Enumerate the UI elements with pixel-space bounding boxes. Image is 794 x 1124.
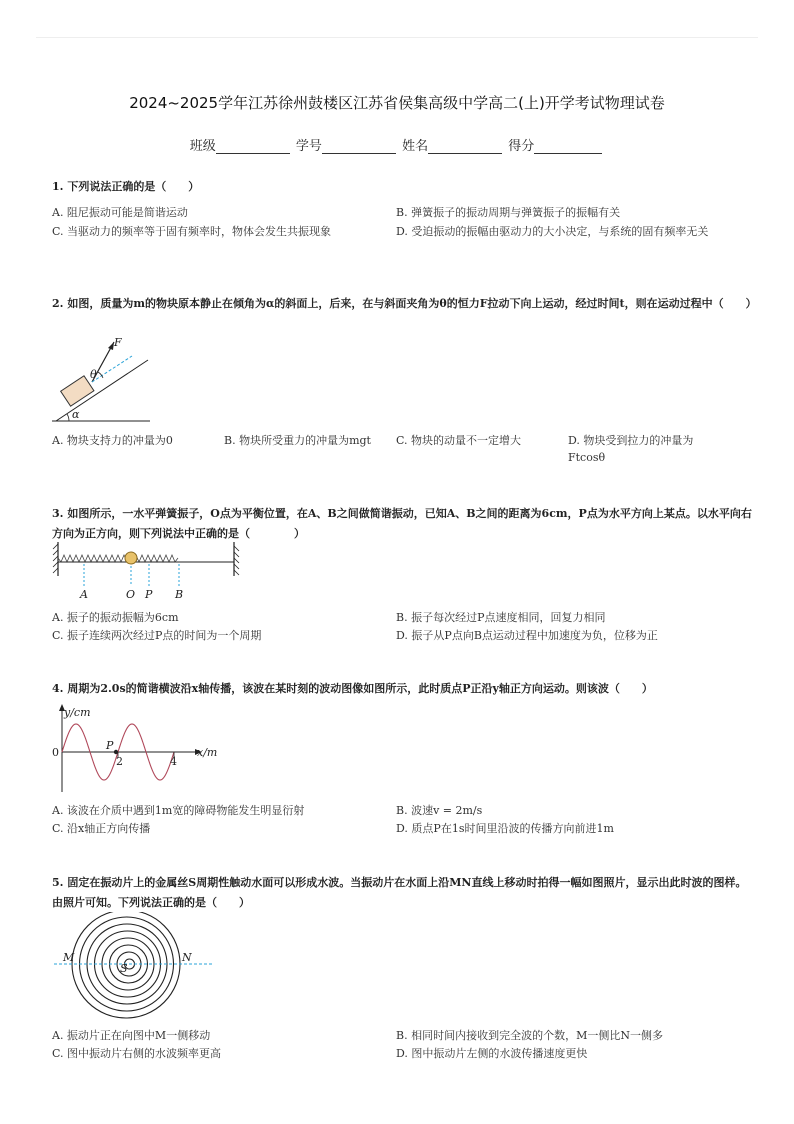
question-3-option-c[interactable]: C. 振子连续两次经过P点的时间为一个周期 [52,629,262,642]
label-y-axis: y/cm [64,706,91,719]
question-4-figure [50,702,230,798]
label-O: O [126,588,136,601]
label-S: S [120,962,128,975]
page-title: 2024~2025学年江苏徐州鼓楼区江苏省侯集高级中学高二(上)开学考试物理试卷 [129,94,665,112]
question-3-option-d[interactable]: D. 振子从P点向B点运动过程中加速度为负，位移为正 [396,629,658,642]
question-2-option-b[interactable]: B. 物块所受重力的冲量为mgt [224,434,371,447]
question-4-stem: 4. 周期为2.0s的简谐横波沿x轴传播，该波在某时刻的波动图像如图所示，此时质点P正沿y轴正方向运动。则该波（ ） [52,682,653,695]
label-P: P [145,588,153,601]
incline-direction-dashed [92,356,132,382]
id-blank[interactable] [322,141,396,154]
label-theta: θ [90,368,97,381]
spring [58,555,178,562]
question-2-figure [52,334,156,430]
question-3-stem: 3. 如图所示，一水平弹簧振子，O点为平衡位置，在A、B之间做简谐振动，已知A、B之间的距离为6cm，P点为水平方向上某点。以水平向右方向为正方向，则下列说法中正确的是（ ） [52,507,752,540]
name-label: 姓名 [402,139,429,154]
question-3-option-a[interactable]: A. 振子的振动振幅为6cm [52,611,179,624]
question-1-option-b[interactable]: B. 弹簧振子的振动周期与弹簧振子的振幅有关 [396,206,621,219]
question-3-option-b[interactable]: B. 振子每次经过P点速度相同，回复力相同 [396,611,606,624]
question-1-option-d[interactable]: D. 受迫振动的振幅由驱动力的大小决定，与系统的固有频率无关 [396,225,709,238]
question-3-figure [52,540,242,606]
question-5-option-b[interactable]: B. 相同时间内接收到完全波的个数，M一侧比N一侧多 [396,1029,663,1042]
label-B: B [175,588,184,601]
question-4-option-c[interactable]: C. 沿x轴正方向传播 [52,822,151,835]
label-M: M [63,951,75,964]
label-2: 2 [116,755,123,768]
question-1-stem: 1. 下列说法正确的是（ ） [52,180,200,193]
label-x-axis: x/m [197,746,218,759]
alpha-arc [67,414,69,421]
question-2-option-a[interactable]: A. 物块支持力的冲量为0 [52,434,173,447]
label-F: F [114,336,122,349]
oscillator-ball [125,552,137,564]
class-label: 班级 [189,139,216,154]
label-P: P [106,739,114,752]
question-5-option-a[interactable]: A. 振动片正在向图中M一侧移动 [52,1029,211,1042]
id-label: 学号 [295,139,322,154]
question-4-option-d[interactable]: D. 质点P在1s时间里沿波的传播方向前进1m [396,822,614,835]
student-info-line [0,135,794,154]
question-1-option-c[interactable]: C. 当驱动力的频率等于固有频率时，物体会发生共振现象 [52,225,332,238]
class-blank[interactable] [216,141,290,154]
name-blank[interactable] [428,141,502,154]
score-label: 得分 [508,139,535,154]
question-4-option-a[interactable]: A. 该波在介质中遇到1m宽的障碍物能发生明显衍射 [52,804,305,817]
block [61,376,94,406]
label-4: 4 [170,755,177,768]
question-4-option-b[interactable]: B. 波速v = 2m/s [396,804,483,817]
header-rule [36,37,758,38]
score-blank[interactable] [534,141,602,154]
question-2-option-c[interactable]: C. 物块的动量不一定增大 [396,434,522,447]
question-5-figure [52,912,217,1028]
question-2-stem: 2. 如图，质量为m的物块原本静止在倾角为α的斜面上，后来，在与斜面夹角为θ的恒力F拉动下向上运动，经过时间t，则在运动过程中（ ） [52,297,757,310]
label-origin: 0 [52,746,59,759]
question-2-option-d[interactable]: D. 物块受到拉力的冲量为Ftcosθ [568,434,694,464]
question-5-option-c[interactable]: C. 图中振动片右侧的水波频率更高 [52,1047,222,1060]
question-5-option-d[interactable]: D. 图中振动片左侧的水波传播速度更快 [396,1047,588,1060]
label-A: A [80,588,88,601]
question-5-stem: 5. 固定在振动片上的金属丝S周期性触动水面可以形成水波。当振动片在水面上沿MN直线上移动时拍得一幅如图照片，显示出此时波的图样。由照片可知。下列说法正确的是（ ） [52,876,747,909]
question-1-option-a[interactable]: A. 阻尼振动可能是简谐运动 [52,206,188,219]
point-P [114,750,118,754]
label-alpha: α [72,408,80,421]
label-N: N [182,951,192,964]
